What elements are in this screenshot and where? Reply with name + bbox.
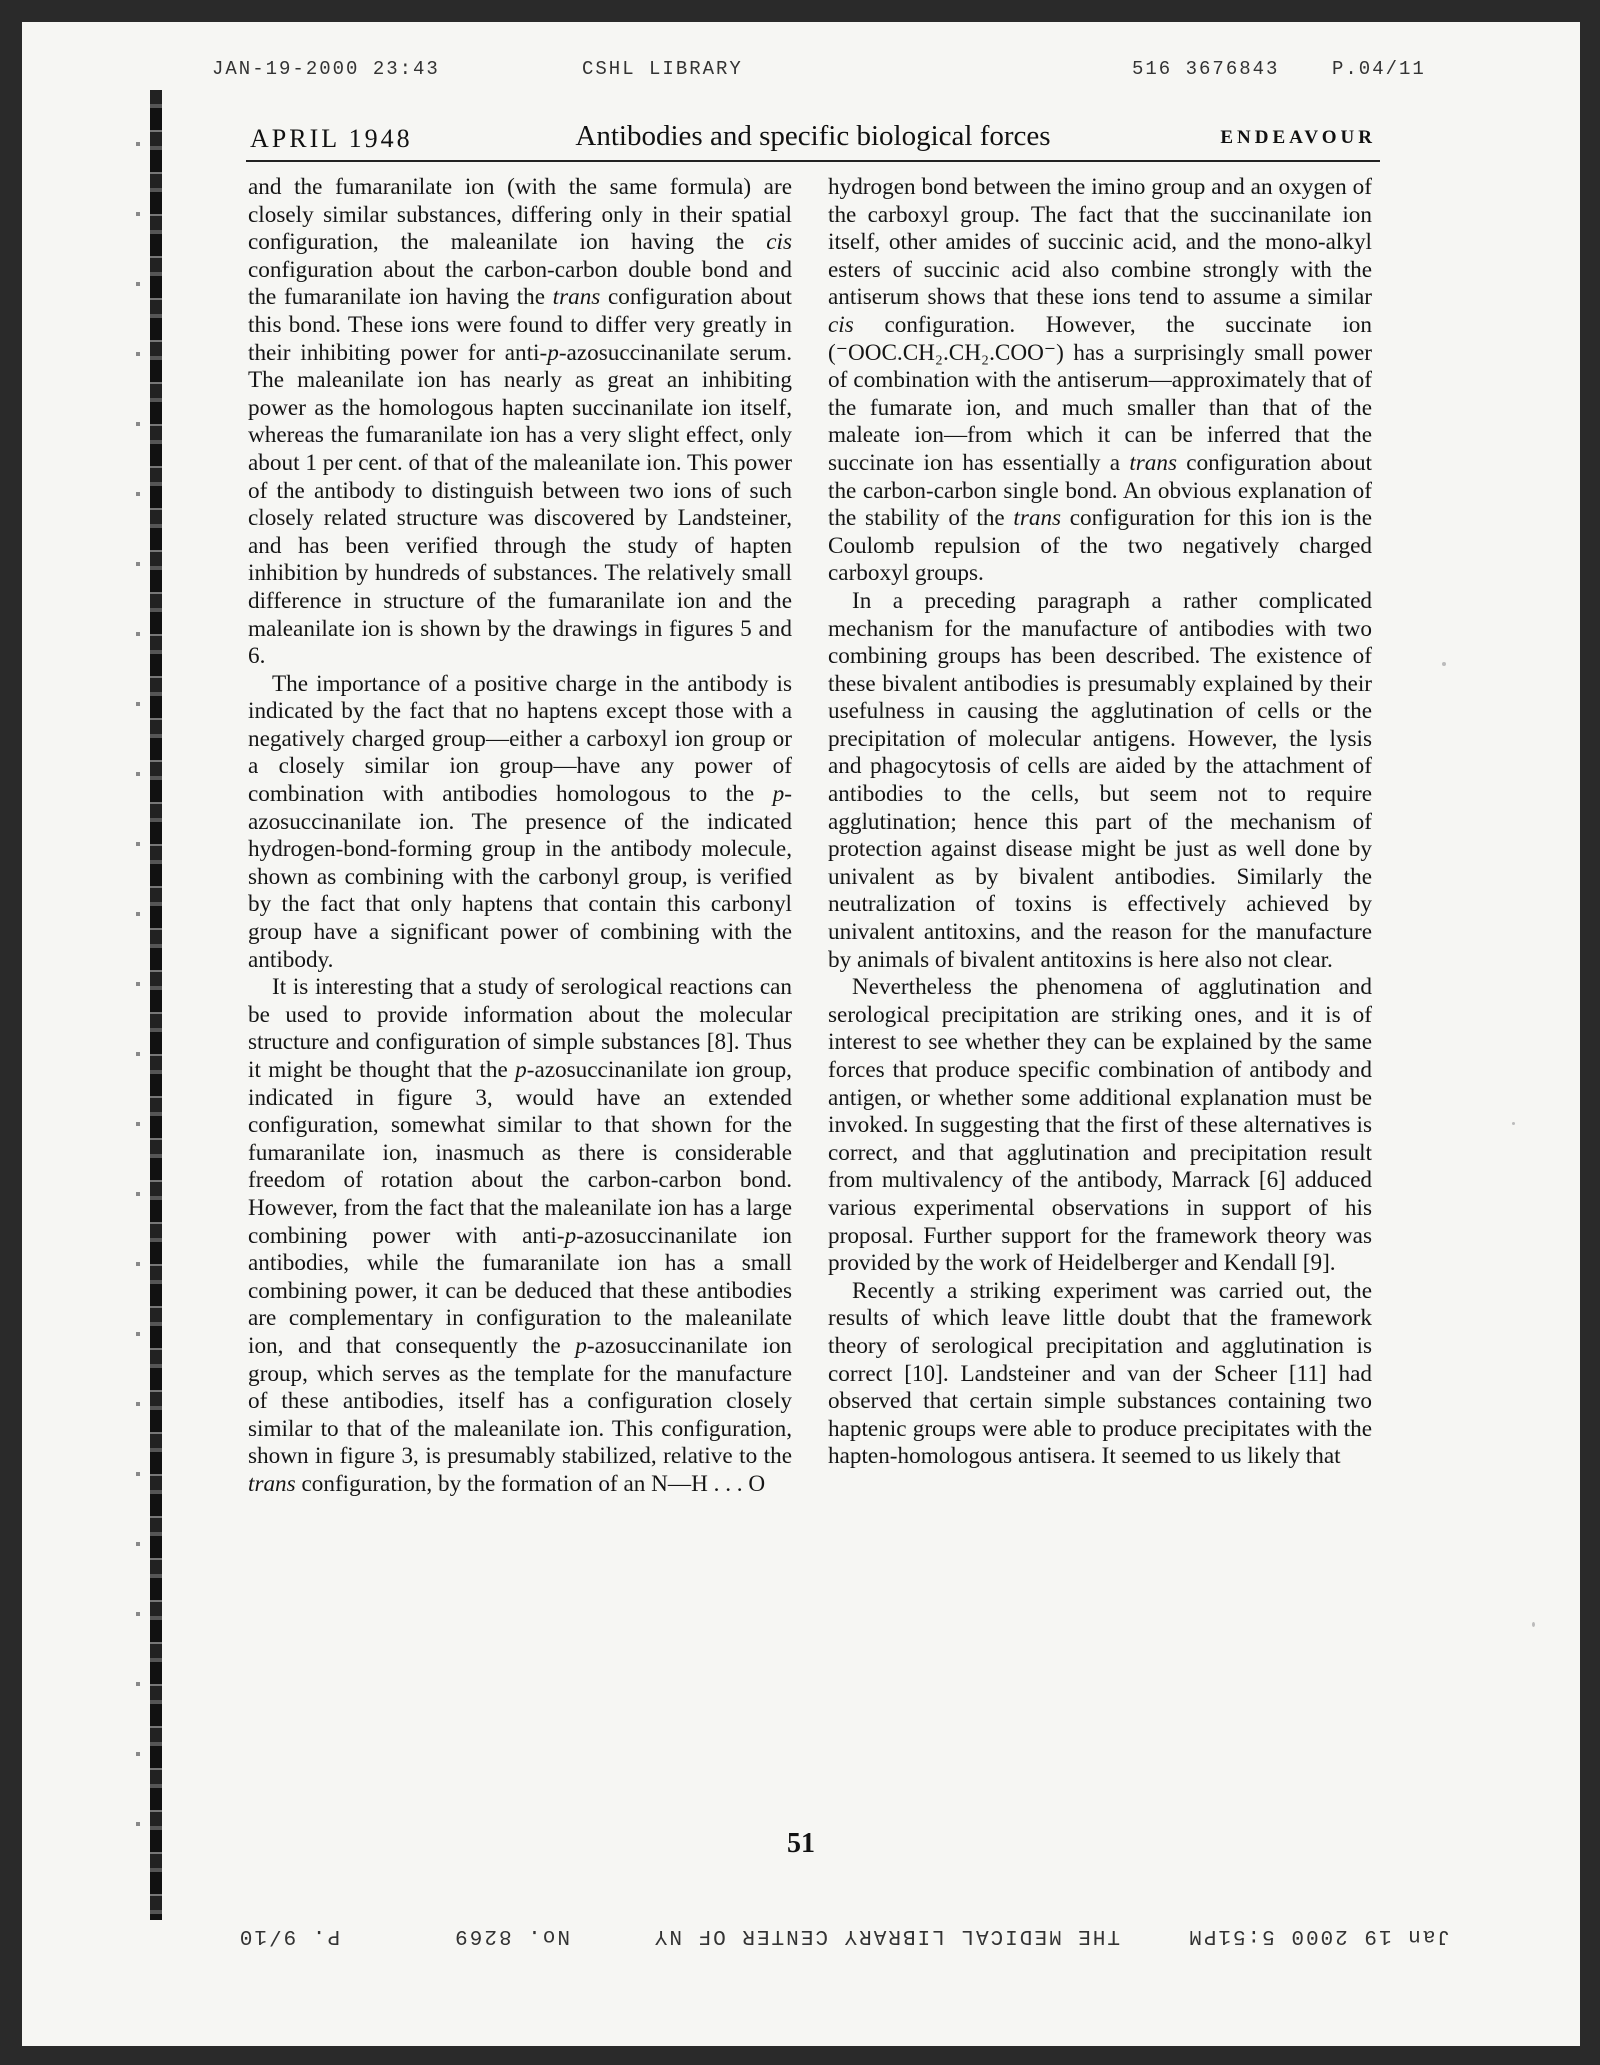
- scan-speck: [1442, 662, 1446, 666]
- header-title: Antibodies and specific biological forces: [575, 120, 1051, 152]
- header-date: APRIL 1948: [250, 124, 413, 153]
- right-paragraph-4: Recently a striking experiment was carried out, the results of which leave little doubt that the framework theory of serological precipitation and agglutination is correct [10]. Landsteiner and van der Scheer [11] had observed that certain simple substances containing two haptenic groups were able to produce precipitates with the hapten-homologous antisera. It seemed to us likely that: [828, 1277, 1372, 1470]
- right-column: [828, 174, 1372, 1471]
- fax-phone: 516 3676843: [1132, 58, 1280, 80]
- left-paragraph-1: and the fumaranilate ion (with the same formula) are closely similar substances, differing only in their spatial configuration, the maleanilate ion having the cis configuration about the carbon-carbon double bond and the fumaranilate ion having the trans configuration about this bond. These ions were found to differ very greatly in their inhibiting power for anti-p-azosuccinanilate serum. The maleanilate ion has nearly as great an inhibiting power as the homologous hapten succinanilate ion itself, whereas the fumaranilate ion has a very slight effect, only about 1 per cent. of that of the maleanilate ion. This power of the antibody to distinguish between two ions of such closely related structure was discovered by Landsteiner, and has been verified through the study of hapten inhibition by hundreds of substances. The relatively small difference in structure of the fumaranilate ion and the maleanilate ion is shown by the drawings in figures 5 and 6.: [248, 174, 792, 670]
- fax-footer-sender: THE MEDICAL LIBRARY CENTER OF NY: [652, 1924, 1120, 1947]
- header-journal: ENDEAVOUR: [1220, 127, 1376, 148]
- scan-speck: [1532, 1622, 1535, 1627]
- running-header: [246, 118, 1380, 162]
- right-paragraph-3: Nevertheless the phenomena of agglutination and serological precipitation are striking ones, and it is of interest to see whether they can be explained by the same forces that produce specific combination of antibody and antigen, or whether some additional explanation must be invoked. In suggesting that the first of these alternatives is correct, and that agglutination and precipitation result from multivalency of the antibody, Marrack [6] adduced various experimental observations in support of his proposal. Further support for the framework theory was provided by the work of Heidelberger and Kendall [9].: [828, 974, 1372, 1277]
- left-column: [248, 174, 792, 1499]
- left-paragraph-3: It is interesting that a study of serological reactions can be used to provide information about the molecular structure and configuration of simple substances [8]. Thus it might be thought that the p-azosuccinanilate ion group, indicated in figure 3, would have an extended configuration, somewhat similar to that shown for the fumaranilate ion, inasmuch as there is considerable freedom of rotation about the carbon-carbon bond. However, from the fact that the maleanilate ion has a large combining power with anti-p-azosuccinanilate ion antibodies, while the fumaranilate ion has a small combining power, it can be deduced that these antibodies are complementary in configuration to the maleanilate ion, and that consequently the p-azosuccinanilate ion group, which serves as the template for the manufacture of these antibodies, itself has a configuration closely similar to that of the maleanilate ion. This configuration, shown in figure 3, is presumably stabilized, relative to the trans configuration, by the formation of an N—H . . . O: [248, 974, 793, 1497]
- fax-datetime: JAN-19-2000 23:43: [212, 58, 440, 80]
- document-page: [22, 22, 1580, 2046]
- scan-binding-edge: [150, 90, 162, 1920]
- left-paragraph-2: The importance of a positive charge in the antibody is indicated by the fact that no haptens except those with a negatively charged group—either a carboxyl ion group or a closely similar ion group—have any power of combination with antibodies homologous to the p-azosuccinanilate ion. The presence of the indicated hydrogen-bond-forming group in the antibody molecule, shown as combining with the carbonyl group, is verified by the fact that only haptens that contain this carbonyl group have a significant power of combining with the antibody.: [248, 670, 792, 973]
- fax-sender: CSHL LIBRARY: [582, 58, 743, 80]
- scan-speck: [1512, 1122, 1515, 1125]
- right-paragraph-2: In a preceding paragraph a rather complicated mechanism for the manufacture of antibodies with two combining groups has been described. The existence of these bivalent antibodies is presumably explained by their usefulness in causing the agglutination of cells or the precipitation of molecular antigens. However, the lysis and phagocytosis of cells are aided by the attachment of antibodies to the cells, but seem not to require agglutination; hence this part of the mechanism of protection against disease might be just as well done by univalent as by bivalent antibodies. Similarly the neutralization of toxins is effectively achieved by univalent antitoxins, and the reason for the manufacture by animals of bivalent antitoxins is here also not clear.: [828, 587, 1372, 973]
- fax-footer-page: P. 9/10: [237, 1924, 340, 1947]
- page-number: 51: [787, 1828, 815, 1859]
- fax-footer-inverted: [172, 1917, 1450, 1947]
- fax-footer-number: No. 8269: [453, 1924, 570, 1947]
- right-paragraph-1: hydrogen bond between the imino group and an oxygen of the carboxyl group. The fact that the succinanilate ion itself, other amides of succinic acid, and the mono-alkyl esters of succinic acid also combine strongly with the antiserum shows that these ions tend to assume a similar cis configuration. However, the succinate ion (⁻OOC.CH₂.CH₂.COO⁻) has a surprisingly small power of combination with the antiserum—approximately that of the fumarate ion, and much smaller than that of the maleate ion—from which it can be inferred that the succinate ion has essentially a trans configuration about the carbon-carbon single bond. An obvious explanation of the stability of the trans configuration for this ion is the Coulomb repulsion of the two negatively charged carboxyl groups.: [828, 174, 1372, 587]
- fax-footer-datetime: Jan 19 2000 5:51PM: [1187, 1924, 1450, 1947]
- fax-page: P.04/11: [1332, 58, 1426, 80]
- scan-binding-edge-shadow: [136, 112, 140, 1892]
